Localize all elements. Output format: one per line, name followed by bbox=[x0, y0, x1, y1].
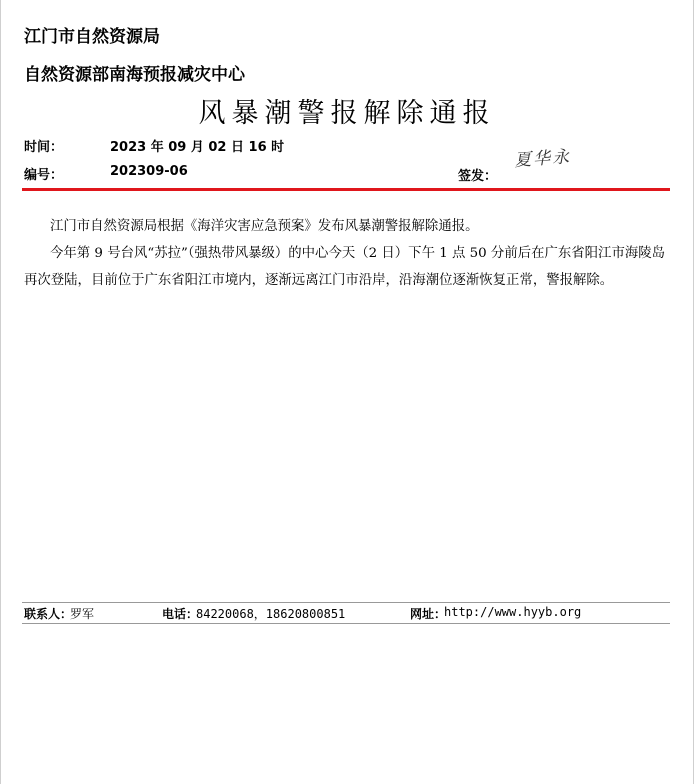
footer-divider-top bbox=[22, 602, 670, 603]
body-paragraph-2: 今年第 9 号台风“苏拉”（强热带风暴级）的中心今天（2 日）下午 1 点 50 分前后在广东省阳江市海陵岛再次登陆，目前位于广东省阳江市境内，逐渐远离江门市沿岸，沿海潮位逐渐恢复正常，警报解除。 bbox=[24, 246, 666, 288]
issuing-org-primary: 江门市自然资源局 bbox=[24, 27, 160, 47]
website-label: 网址： bbox=[410, 607, 447, 621]
time-label: 时间： bbox=[24, 140, 64, 155]
number-value: 202309-06 bbox=[110, 164, 188, 179]
phone-value: 84220068，18620800851 bbox=[196, 607, 346, 621]
contact-label: 联系人： bbox=[24, 607, 73, 621]
time-value: 2023 年 09 月 02 日 16 时 bbox=[110, 140, 285, 155]
issuing-org-secondary: 自然资源部南海预报减灾中心 bbox=[24, 65, 245, 85]
body-paragraph-1: 江门市自然资源局根据《海洋灾害应急预案》发布风暴潮警报解除通报。 bbox=[50, 219, 479, 234]
contact-value: 罗军 bbox=[70, 607, 95, 621]
signer-signature: 夏华永 bbox=[513, 147, 572, 171]
signer-label: 签发： bbox=[458, 169, 498, 184]
header-divider bbox=[22, 188, 670, 191]
footer-divider-bottom bbox=[22, 623, 670, 624]
number-label: 编号： bbox=[24, 168, 64, 183]
document-title: 风暴潮警报解除通报 bbox=[198, 98, 496, 129]
website-link[interactable]: http://www.hyyb.org bbox=[444, 605, 582, 619]
phone-label: 电话： bbox=[162, 607, 199, 621]
